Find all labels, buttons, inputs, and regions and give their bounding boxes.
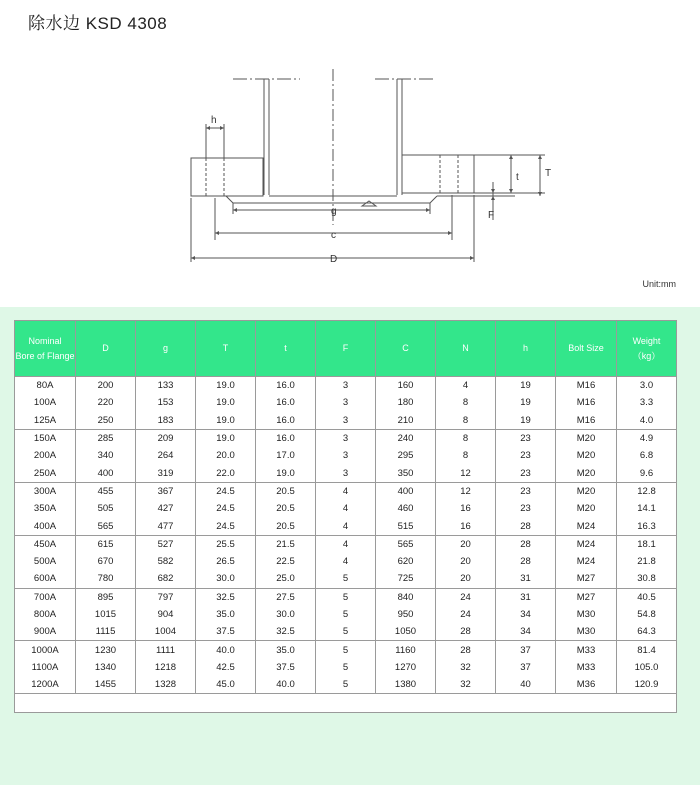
table-cell: 565 (76, 517, 136, 535)
table-cell: 3 (316, 377, 376, 395)
table-cell: 620 (376, 553, 436, 570)
column-header-sublabel: Bore of Flange (15, 350, 75, 361)
table-cell: 40.0 (196, 641, 256, 659)
table-cell: 34 (496, 606, 556, 623)
table-cell: 5 (316, 659, 376, 676)
table-cell: 28 (436, 623, 496, 641)
table-cell: 17.0 (256, 447, 316, 464)
table-cell: M16 (556, 394, 617, 411)
table-cell: 105.0 (617, 659, 677, 676)
table-cell: 3.0 (617, 377, 677, 395)
column-header-label: Bolt Size (568, 343, 604, 353)
table-cell: 9.6 (617, 464, 677, 482)
dim-label-c: c (331, 230, 336, 241)
table-cell: 19 (496, 394, 556, 411)
table-cell: 19.0 (196, 412, 256, 430)
column-header-label: g (162, 343, 168, 353)
table-cell: M16 (556, 412, 617, 430)
table-cell: 28 (496, 517, 556, 535)
table-cell: 5 (316, 570, 376, 588)
table-cell: 582 (136, 553, 196, 570)
table-row (15, 659, 677, 676)
table-row (15, 447, 677, 464)
table-cell: 455 (76, 482, 136, 500)
table-cell: M33 (556, 641, 617, 659)
table-cell: 220 (76, 394, 136, 411)
table-cell: 37 (496, 641, 556, 659)
table-cell: 37.5 (196, 623, 256, 641)
table-cell: 4.0 (617, 412, 677, 430)
table-cell: 150A (15, 429, 76, 447)
table-cell: 5 (316, 641, 376, 659)
column-header (256, 321, 316, 377)
table-cell: 80A (15, 377, 76, 395)
table-cell: M36 (556, 676, 617, 694)
table-cell: 3 (316, 394, 376, 411)
table-cell: 125A (15, 412, 76, 430)
table-cell: 23 (496, 447, 556, 464)
table-cell: 45.0 (196, 676, 256, 694)
table-cell: 20 (436, 535, 496, 553)
page-title: 除水边 KSD 4308 (28, 14, 168, 33)
table-cell: 3 (316, 447, 376, 464)
column-header (436, 321, 496, 377)
table-cell: 1115 (76, 623, 136, 641)
column-header-label: F (342, 343, 349, 353)
table-cell: 1200A (15, 676, 76, 694)
dim-label-h: h (211, 115, 217, 126)
table-cell: 450A (15, 535, 76, 553)
table-cell: 200A (15, 447, 76, 464)
table-cell: 19.0 (196, 429, 256, 447)
table-cell: 32 (436, 676, 496, 694)
table-cell: 40 (496, 676, 556, 694)
table-cell: 3.3 (617, 394, 677, 411)
column-header-label: T (222, 343, 229, 353)
table-cell: 1270 (376, 659, 436, 676)
table-cell: 600A (15, 570, 76, 588)
table-cell: 32 (436, 659, 496, 676)
table-cell: 400 (376, 482, 436, 500)
table-cell: 350A (15, 500, 76, 517)
table-cell: 340 (76, 447, 136, 464)
column-header-label: t (284, 343, 287, 353)
table-cell: 21.8 (617, 553, 677, 570)
table-cell: 295 (376, 447, 436, 464)
table-cell: 19.0 (256, 464, 316, 482)
table-cell: 527 (136, 535, 196, 553)
table-cell: 35.0 (196, 606, 256, 623)
table-cell: 900A (15, 623, 76, 641)
table-cell: 5 (316, 588, 376, 606)
table-cell: 23 (496, 464, 556, 482)
table-cell: 209 (136, 429, 196, 447)
table-cell: 64.3 (617, 623, 677, 641)
table-cell: 200 (76, 377, 136, 395)
flange-cross-section-diagram (0, 55, 700, 270)
table-cell: 18.1 (617, 535, 677, 553)
table-cell: 19 (496, 377, 556, 395)
column-header-label: Nominal (28, 335, 62, 346)
table-cell: 5 (316, 606, 376, 623)
column-header-sublabel: （kg） (632, 350, 661, 361)
table-cell: 1328 (136, 676, 196, 694)
table-cell: 16 (436, 500, 496, 517)
table-cell: 24 (436, 606, 496, 623)
table-cell: 34 (496, 623, 556, 641)
table-cell: 16.0 (256, 412, 316, 430)
table-cell: 180 (376, 394, 436, 411)
column-header-label: C (402, 343, 409, 353)
table-cell: 24.5 (196, 517, 256, 535)
table-cell: M33 (556, 659, 617, 676)
table-cell: 19 (496, 412, 556, 430)
column-header (76, 321, 136, 377)
table-cell: 40.5 (617, 588, 677, 606)
table-cell: 1160 (376, 641, 436, 659)
table-cell: 400A (15, 517, 76, 535)
table-cell: 42.5 (196, 659, 256, 676)
table-cell: 32.5 (256, 623, 316, 641)
table-cell: 1100A (15, 659, 76, 676)
table-cell: 16.0 (256, 377, 316, 395)
table-cell: 4 (316, 517, 376, 535)
table-cell: 1111 (136, 641, 196, 659)
table-cell: 24.5 (196, 482, 256, 500)
table-cell: 16.3 (617, 517, 677, 535)
table-cell: 500A (15, 553, 76, 570)
table-cell: 285 (76, 429, 136, 447)
table-cell: 1218 (136, 659, 196, 676)
table-cell: 21.5 (256, 535, 316, 553)
table-row (15, 517, 677, 535)
table-cell: 460 (376, 500, 436, 517)
table-cell: 400 (76, 464, 136, 482)
table-row (15, 377, 677, 395)
table-cell: 895 (76, 588, 136, 606)
table-cell: 4.9 (617, 429, 677, 447)
table-cell: 31 (496, 570, 556, 588)
table-cell: 20.5 (256, 517, 316, 535)
table-cell: 31 (496, 588, 556, 606)
table-cell: 23 (496, 482, 556, 500)
table-cell: 16.0 (256, 394, 316, 411)
column-header (15, 321, 76, 377)
table-cell: 35.0 (256, 641, 316, 659)
table-cell: 6.8 (617, 447, 677, 464)
table-cell: 22.0 (196, 464, 256, 482)
table-cell: 12.8 (617, 482, 677, 500)
table-cell: 160 (376, 377, 436, 395)
dim-label-t: t (516, 172, 519, 183)
column-header-label: N (462, 343, 469, 353)
table-cell: 4 (316, 553, 376, 570)
table-cell: 615 (76, 535, 136, 553)
table-cell: 367 (136, 482, 196, 500)
table-row (15, 412, 677, 430)
table-cell: 1230 (76, 641, 136, 659)
table-cell: 22.5 (256, 553, 316, 570)
table-cell: 24 (436, 588, 496, 606)
table-cell: 1380 (376, 676, 436, 694)
table-cell: M20 (556, 429, 617, 447)
table-cell: 28 (436, 641, 496, 659)
table-cell: 725 (376, 570, 436, 588)
table-row (15, 588, 677, 606)
table-row (15, 570, 677, 588)
table-cell: 780 (76, 570, 136, 588)
table-cell: 16.0 (256, 429, 316, 447)
table-row (15, 676, 677, 694)
table-cell: 19.0 (196, 377, 256, 395)
table-row (15, 394, 677, 411)
table-cell: 250 (76, 412, 136, 430)
table-cell: 264 (136, 447, 196, 464)
table-cell: 24.5 (196, 500, 256, 517)
table-body (15, 377, 677, 713)
table-cell: 319 (136, 464, 196, 482)
table-cell: 37 (496, 659, 556, 676)
table-cell: 1340 (76, 659, 136, 676)
table-cell: M24 (556, 535, 617, 553)
column-header (316, 321, 376, 377)
table-cell: 25.5 (196, 535, 256, 553)
dim-label-T: T (545, 168, 552, 179)
column-header (617, 321, 677, 377)
table-cell: 40.0 (256, 676, 316, 694)
column-header-label: Weight (632, 335, 661, 346)
table-cell: 682 (136, 570, 196, 588)
table-cell: 670 (76, 553, 136, 570)
table-cell: 8 (436, 429, 496, 447)
table-cell: 23 (496, 429, 556, 447)
table-cell: 904 (136, 606, 196, 623)
column-header-label: D (102, 343, 109, 353)
table-cell: M20 (556, 482, 617, 500)
table-cell: M27 (556, 570, 617, 588)
table-cell: M30 (556, 623, 617, 641)
column-header (376, 321, 436, 377)
table-cell: 133 (136, 377, 196, 395)
table-cell: M20 (556, 500, 617, 517)
table-cell: 1015 (76, 606, 136, 623)
table-header-row (15, 321, 677, 377)
table-cell: 183 (136, 412, 196, 430)
column-header (196, 321, 256, 377)
table-empty-cell (15, 694, 677, 712)
table-cell: 27.5 (256, 588, 316, 606)
table-cell: 20 (436, 553, 496, 570)
table-cell: 16 (436, 517, 496, 535)
table-cell: 26.5 (196, 553, 256, 570)
table-cell: 1050 (376, 623, 436, 641)
table-row (15, 641, 677, 659)
table-row (15, 553, 677, 570)
table-cell: 3 (316, 412, 376, 430)
table-cell: M27 (556, 588, 617, 606)
table-cell: 28 (496, 553, 556, 570)
dim-label-F: F (488, 210, 495, 221)
table-cell: M20 (556, 447, 617, 464)
table-cell: 1455 (76, 676, 136, 694)
table-cell: 4 (316, 500, 376, 517)
table-cell: 12 (436, 482, 496, 500)
table-cell: 797 (136, 588, 196, 606)
table-cell: 350 (376, 464, 436, 482)
table-cell: 5 (316, 676, 376, 694)
table-cell: 1004 (136, 623, 196, 641)
table-cell: 20 (436, 570, 496, 588)
table-cell: 4 (436, 377, 496, 395)
table-cell: 477 (136, 517, 196, 535)
table-cell: 120.9 (617, 676, 677, 694)
table-cell: 240 (376, 429, 436, 447)
table-cell: 153 (136, 394, 196, 411)
column-header (496, 321, 556, 377)
flange-spec-table (14, 320, 677, 713)
table-cell: 30.0 (196, 570, 256, 588)
table-cell: 565 (376, 535, 436, 553)
table-cell: 8 (436, 447, 496, 464)
table-row (15, 606, 677, 623)
table-cell: M16 (556, 377, 617, 395)
table-cell: 12 (436, 464, 496, 482)
table-cell: 950 (376, 606, 436, 623)
table-cell: 4 (316, 482, 376, 500)
table-cell: 81.4 (617, 641, 677, 659)
table-cell: 30.8 (617, 570, 677, 588)
table-cell: 37.5 (256, 659, 316, 676)
dim-label-D: D (330, 254, 338, 265)
column-header-label: h (522, 343, 528, 353)
column-header (556, 321, 617, 377)
table-cell: 300A (15, 482, 76, 500)
table-row (15, 500, 677, 517)
table-cell: M20 (556, 464, 617, 482)
dim-label-g: g (331, 206, 337, 217)
table-empty-tail (15, 694, 677, 712)
table-row (15, 623, 677, 641)
table-cell: 515 (376, 517, 436, 535)
table-cell: 30.0 (256, 606, 316, 623)
table-cell: 4 (316, 535, 376, 553)
table-cell: M24 (556, 517, 617, 535)
table-row (15, 482, 677, 500)
table-cell: 100A (15, 394, 76, 411)
table-cell: 800A (15, 606, 76, 623)
table-cell: 210 (376, 412, 436, 430)
table-cell: 5 (316, 623, 376, 641)
table-cell: 8 (436, 412, 496, 430)
table-cell: 32.5 (196, 588, 256, 606)
table-cell: 840 (376, 588, 436, 606)
table-cell: 700A (15, 588, 76, 606)
table-cell: 250A (15, 464, 76, 482)
table-cell: 3 (316, 429, 376, 447)
table-row (15, 535, 677, 553)
unit-label: Unit:mm (642, 279, 676, 289)
table-cell: 427 (136, 500, 196, 517)
table-cell: 505 (76, 500, 136, 517)
table-cell: 20.5 (256, 482, 316, 500)
column-header (136, 321, 196, 377)
table-cell: 20.5 (256, 500, 316, 517)
table-cell: M24 (556, 553, 617, 570)
table-cell: 19.0 (196, 394, 256, 411)
table-cell: 25.0 (256, 570, 316, 588)
table-row (15, 464, 677, 482)
table-cell: 3 (316, 464, 376, 482)
table-cell: 28 (496, 535, 556, 553)
table-row (15, 429, 677, 447)
table-cell: 1000A (15, 641, 76, 659)
table-cell: 20.0 (196, 447, 256, 464)
table-cell: 8 (436, 394, 496, 411)
table-cell: 14.1 (617, 500, 677, 517)
table-cell: 23 (496, 500, 556, 517)
table-cell: 54.8 (617, 606, 677, 623)
table-cell: M30 (556, 606, 617, 623)
